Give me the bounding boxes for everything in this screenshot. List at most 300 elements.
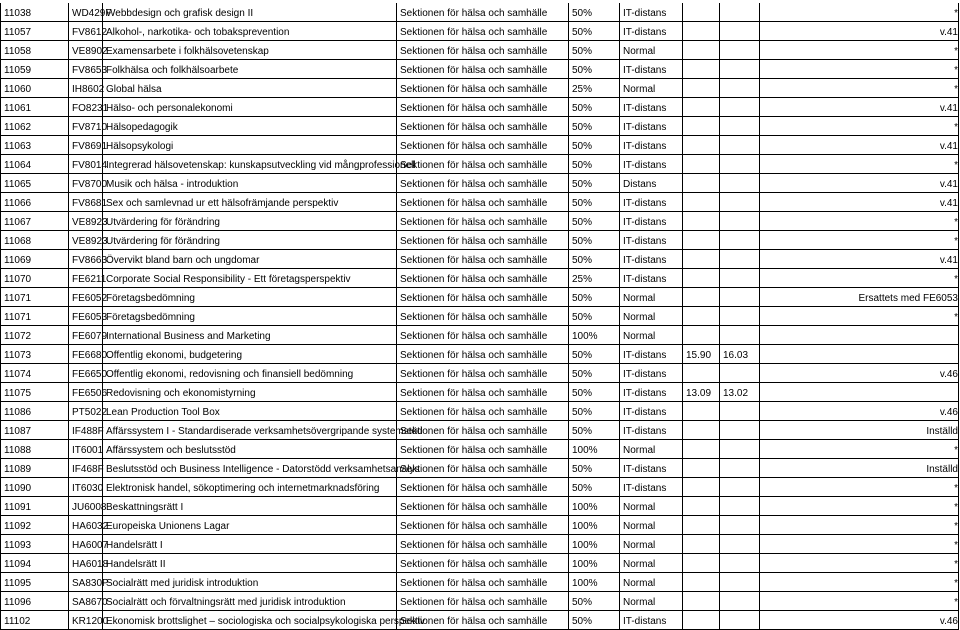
- table-row: [1, 611, 959, 630]
- cell-id: 11063: [1, 136, 69, 155]
- cell-section: Sektionen för hälsa och samhälle: [397, 554, 569, 573]
- table-row: [1, 383, 959, 402]
- cell-code: FV8653: [69, 60, 103, 79]
- cell-section: Sektionen för hälsa och samhälle: [397, 459, 569, 478]
- cell-mode: IT-distans: [620, 364, 683, 383]
- cell-start: 13.09: [683, 383, 720, 402]
- cell-mode: Normal: [620, 573, 683, 592]
- cell-pace: 25%: [569, 79, 620, 98]
- cell-note: *: [760, 497, 959, 516]
- cell-end: 16.03: [720, 345, 760, 364]
- table-row: [1, 269, 959, 288]
- cell-section: Sektionen för hälsa och samhälle: [397, 250, 569, 269]
- cell-section: Sektionen för hälsa och samhälle: [397, 117, 569, 136]
- table-row: [1, 345, 959, 364]
- cell-note: v.41: [760, 174, 959, 193]
- cell-note: *: [760, 41, 959, 60]
- cell-start: [683, 402, 720, 421]
- cell-start: [683, 592, 720, 611]
- cell-end: 13.02: [720, 383, 760, 402]
- cell-course: Folkhälsa och folkhälsoarbete: [103, 60, 397, 79]
- cell-end: [720, 41, 760, 60]
- cell-section: Sektionen för hälsa och samhälle: [397, 60, 569, 79]
- cell-course: Utvärdering för förändring: [103, 231, 397, 250]
- cell-end: [720, 22, 760, 41]
- cell-code: FV8710: [69, 117, 103, 136]
- cell-mode: Distans: [620, 174, 683, 193]
- cell-code: FE6680: [69, 345, 103, 364]
- cell-code: FV8681: [69, 193, 103, 212]
- cell-code: KR1200: [69, 611, 103, 630]
- cell-note: *: [760, 3, 959, 22]
- cell-end: [720, 364, 760, 383]
- cell-course: International Business and Marketing: [103, 326, 397, 345]
- cell-section: Sektionen för hälsa och samhälle: [397, 79, 569, 98]
- cell-pace: 50%: [569, 288, 620, 307]
- cell-note: *: [760, 573, 959, 592]
- cell-end: [720, 212, 760, 231]
- table-row: [1, 136, 959, 155]
- cell-note: *: [760, 554, 959, 573]
- cell-section: Sektionen för hälsa och samhälle: [397, 193, 569, 212]
- cell-course: Hälso- och personalekonomi: [103, 98, 397, 117]
- cell-start: [683, 611, 720, 630]
- cell-id: 11087: [1, 421, 69, 440]
- cell-end: [720, 554, 760, 573]
- cell-id: 11090: [1, 478, 69, 497]
- cell-code: PT5022: [69, 402, 103, 421]
- cell-end: [720, 326, 760, 345]
- table-row: [1, 592, 959, 611]
- table-row: [1, 60, 959, 79]
- cell-code: IF488F: [69, 421, 103, 440]
- cell-start: [683, 231, 720, 250]
- cell-note: Inställd: [760, 421, 959, 440]
- cell-pace: 50%: [569, 212, 620, 231]
- cell-pace: 50%: [569, 459, 620, 478]
- cell-course: Examensarbete i folkhälsovetenskap: [103, 41, 397, 60]
- cell-end: [720, 535, 760, 554]
- cell-start: [683, 3, 720, 22]
- cell-id: 11061: [1, 98, 69, 117]
- cell-course: Europeiska Unionens Lagar: [103, 516, 397, 535]
- cell-end: [720, 117, 760, 136]
- cell-course: Övervikt bland barn och ungdomar: [103, 250, 397, 269]
- cell-course: Beslutsstöd och Business Intelligence - Datorstödd verksamhetsanalys: [103, 459, 397, 478]
- cell-code: WD429F: [69, 3, 103, 22]
- cell-course: Hälsopsykologi: [103, 136, 397, 155]
- cell-section: Sektionen för hälsa och samhälle: [397, 41, 569, 60]
- cell-start: [683, 516, 720, 535]
- table-row: [1, 174, 959, 193]
- cell-start: [683, 60, 720, 79]
- cell-pace: 50%: [569, 231, 620, 250]
- cell-note: v.41: [760, 193, 959, 212]
- cell-code: HA6018: [69, 554, 103, 573]
- cell-mode: IT-distans: [620, 478, 683, 497]
- cell-mode: IT-distans: [620, 269, 683, 288]
- table-row: [1, 250, 959, 269]
- cell-mode: IT-distans: [620, 345, 683, 364]
- cell-note: v.41: [760, 98, 959, 117]
- cell-end: [720, 288, 760, 307]
- cell-mode: IT-distans: [620, 155, 683, 174]
- cell-mode: Normal: [620, 516, 683, 535]
- cell-end: [720, 174, 760, 193]
- cell-id: 11075: [1, 383, 69, 402]
- cell-code: FO8231: [69, 98, 103, 117]
- cell-mode: IT-distans: [620, 60, 683, 79]
- cell-course: Integrerad hälsovetenskap: kunskapsutveckling vid mångprofessionell: [103, 155, 397, 174]
- cell-course: Corporate Social Responsibility - Ett företagsperspektiv: [103, 269, 397, 288]
- cell-code: FE6650: [69, 364, 103, 383]
- cell-id: 11067: [1, 212, 69, 231]
- cell-section: Sektionen för hälsa och samhälle: [397, 288, 569, 307]
- cell-start: [683, 535, 720, 554]
- cell-pace: 50%: [569, 22, 620, 41]
- table-row: [1, 3, 959, 22]
- cell-section: Sektionen för hälsa och samhälle: [397, 478, 569, 497]
- cell-code: SA830P: [69, 573, 103, 592]
- cell-note: [760, 345, 959, 364]
- cell-code: SA8670: [69, 592, 103, 611]
- cell-section: Sektionen för hälsa och samhälle: [397, 421, 569, 440]
- table-row: [1, 535, 959, 554]
- table-row: [1, 193, 959, 212]
- cell-id: 11066: [1, 193, 69, 212]
- cell-pace: 100%: [569, 440, 620, 459]
- cell-section: Sektionen för hälsa och samhälle: [397, 136, 569, 155]
- cell-code: FV8014: [69, 155, 103, 174]
- cell-section: Sektionen för hälsa och samhälle: [397, 155, 569, 174]
- cell-pace: 50%: [569, 117, 620, 136]
- cell-id: 11071: [1, 288, 69, 307]
- cell-id: 11086: [1, 402, 69, 421]
- cell-end: [720, 307, 760, 326]
- cell-end: [720, 269, 760, 288]
- cell-pace: 50%: [569, 478, 620, 497]
- cell-id: 11059: [1, 60, 69, 79]
- cell-mode: Normal: [620, 535, 683, 554]
- table-row: [1, 326, 959, 345]
- cell-code: VE8923: [69, 231, 103, 250]
- cell-pace: 100%: [569, 497, 620, 516]
- cell-section: Sektionen för hälsa och samhälle: [397, 383, 569, 402]
- table-row: [1, 117, 959, 136]
- cell-mode: Normal: [620, 79, 683, 98]
- cell-start: [683, 174, 720, 193]
- cell-pace: 50%: [569, 345, 620, 364]
- cell-id: 11060: [1, 79, 69, 98]
- cell-section: Sektionen för hälsa och samhälle: [397, 535, 569, 554]
- cell-section: Sektionen för hälsa och samhälle: [397, 440, 569, 459]
- table-row: [1, 421, 959, 440]
- cell-end: [720, 573, 760, 592]
- cell-course: Offentlig ekonomi, redovisning och finansiell bedömning: [103, 364, 397, 383]
- cell-pace: 100%: [569, 326, 620, 345]
- cell-pace: 50%: [569, 592, 620, 611]
- cell-code: HA6032: [69, 516, 103, 535]
- cell-end: [720, 611, 760, 630]
- cell-end: [720, 60, 760, 79]
- course-rows: [1, 3, 959, 630]
- cell-id: 11068: [1, 231, 69, 250]
- cell-pace: 100%: [569, 554, 620, 573]
- cell-section: Sektionen för hälsa och samhälle: [397, 269, 569, 288]
- cell-code: HA6007: [69, 535, 103, 554]
- cell-note: Inställd: [760, 459, 959, 478]
- cell-mode: IT-distans: [620, 421, 683, 440]
- cell-mode: Normal: [620, 288, 683, 307]
- cell-course: Socialrätt och förvaltningsrätt med juridisk introduktion: [103, 592, 397, 611]
- cell-section: Sektionen för hälsa och samhälle: [397, 592, 569, 611]
- cell-section: Sektionen för hälsa och samhälle: [397, 345, 569, 364]
- cell-start: [683, 573, 720, 592]
- cell-mode: IT-distans: [620, 250, 683, 269]
- cell-note: *: [760, 440, 959, 459]
- table-row: [1, 41, 959, 60]
- table-row: [1, 155, 959, 174]
- cell-id: 11062: [1, 117, 69, 136]
- cell-start: [683, 440, 720, 459]
- cell-pace: 50%: [569, 60, 620, 79]
- cell-pace: 100%: [569, 573, 620, 592]
- cell-note: [760, 383, 959, 402]
- cell-id: 11070: [1, 269, 69, 288]
- cell-section: Sektionen för hälsa och samhälle: [397, 497, 569, 516]
- cell-code: VE8902: [69, 41, 103, 60]
- cell-end: [720, 440, 760, 459]
- cell-code: IF468F: [69, 459, 103, 478]
- table-row: [1, 459, 959, 478]
- cell-note: *: [760, 307, 959, 326]
- cell-note: v.41: [760, 22, 959, 41]
- cell-section: Sektionen för hälsa och samhälle: [397, 98, 569, 117]
- cell-start: 15.90: [683, 345, 720, 364]
- cell-end: [720, 478, 760, 497]
- cell-start: [683, 136, 720, 155]
- cell-pace: 50%: [569, 174, 620, 193]
- cell-note: v.46: [760, 611, 959, 630]
- cell-course: Global hälsa: [103, 79, 397, 98]
- cell-id: 11073: [1, 345, 69, 364]
- cell-code: FE6079: [69, 326, 103, 345]
- cell-course: Redovisning och ekonomistyrning: [103, 383, 397, 402]
- cell-start: [683, 22, 720, 41]
- cell-pace: 50%: [569, 611, 620, 630]
- cell-mode: Normal: [620, 440, 683, 459]
- cell-code: FV8700: [69, 174, 103, 193]
- cell-id: 11058: [1, 41, 69, 60]
- cell-course: Affärssystem och beslutsstöd: [103, 440, 397, 459]
- cell-code: FV8612: [69, 22, 103, 41]
- cell-mode: Normal: [620, 307, 683, 326]
- cell-course: Webbdesign och grafisk design II: [103, 3, 397, 22]
- cell-start: [683, 364, 720, 383]
- table-row: [1, 516, 959, 535]
- cell-section: Sektionen för hälsa och samhälle: [397, 573, 569, 592]
- cell-note: [760, 326, 959, 345]
- table-row: [1, 212, 959, 231]
- cell-id: 11095: [1, 573, 69, 592]
- cell-pace: 100%: [569, 516, 620, 535]
- cell-id: 11094: [1, 554, 69, 573]
- cell-section: Sektionen för hälsa och samhälle: [397, 326, 569, 345]
- cell-code: FE6506: [69, 383, 103, 402]
- cell-code: FE6052: [69, 288, 103, 307]
- cell-id: 11072: [1, 326, 69, 345]
- cell-pace: 25%: [569, 269, 620, 288]
- cell-start: [683, 117, 720, 136]
- cell-mode: IT-distans: [620, 212, 683, 231]
- cell-code: IT6001: [69, 440, 103, 459]
- cell-course: Ekonomisk brottslighet – sociologiska och socialpsykologiska perspektiv: [103, 611, 397, 630]
- cell-mode: IT-distans: [620, 136, 683, 155]
- course-table: [0, 3, 959, 630]
- cell-pace: 50%: [569, 98, 620, 117]
- cell-section: Sektionen för hälsa och samhälle: [397, 516, 569, 535]
- cell-note: *: [760, 535, 959, 554]
- cell-start: [683, 497, 720, 516]
- table-row: [1, 440, 959, 459]
- cell-pace: 50%: [569, 402, 620, 421]
- table-row: [1, 554, 959, 573]
- cell-note: *: [760, 516, 959, 535]
- cell-pace: 50%: [569, 193, 620, 212]
- cell-start: [683, 41, 720, 60]
- cell-course: Utvärdering för förändring: [103, 212, 397, 231]
- cell-note: *: [760, 155, 959, 174]
- cell-start: [683, 250, 720, 269]
- cell-mode: IT-distans: [620, 611, 683, 630]
- cell-code: IT6030: [69, 478, 103, 497]
- cell-section: Sektionen för hälsa och samhälle: [397, 174, 569, 193]
- cell-code: FE6211: [69, 269, 103, 288]
- cell-code: JU6008: [69, 497, 103, 516]
- cell-pace: 50%: [569, 3, 620, 22]
- cell-section: Sektionen för hälsa och samhälle: [397, 212, 569, 231]
- cell-id: 11038: [1, 3, 69, 22]
- cell-mode: IT-distans: [620, 383, 683, 402]
- table-row: [1, 364, 959, 383]
- cell-id: 11069: [1, 250, 69, 269]
- table-row: [1, 573, 959, 592]
- cell-start: [683, 193, 720, 212]
- cell-end: [720, 231, 760, 250]
- table-row: [1, 98, 959, 117]
- cell-id: 11093: [1, 535, 69, 554]
- cell-course: Handelsrätt II: [103, 554, 397, 573]
- cell-start: [683, 212, 720, 231]
- cell-mode: IT-distans: [620, 402, 683, 421]
- cell-pace: 50%: [569, 136, 620, 155]
- cell-id: 11065: [1, 174, 69, 193]
- cell-pace: 50%: [569, 307, 620, 326]
- cell-mode: IT-distans: [620, 22, 683, 41]
- cell-pace: 50%: [569, 41, 620, 60]
- cell-course: Musik och hälsa - introduktion: [103, 174, 397, 193]
- cell-id: 11074: [1, 364, 69, 383]
- cell-section: Sektionen för hälsa och samhälle: [397, 402, 569, 421]
- cell-id: 11064: [1, 155, 69, 174]
- cell-note: *: [760, 592, 959, 611]
- cell-mode: Normal: [620, 497, 683, 516]
- cell-course: Alkohol-, narkotika- och tobaksprevention: [103, 22, 397, 41]
- cell-note: v.41: [760, 136, 959, 155]
- cell-course: Lean Production Tool Box: [103, 402, 397, 421]
- cell-note: *: [760, 79, 959, 98]
- cell-note: *: [760, 60, 959, 79]
- table-row: [1, 79, 959, 98]
- cell-id: 11057: [1, 22, 69, 41]
- cell-code: IH8602: [69, 79, 103, 98]
- cell-mode: Normal: [620, 554, 683, 573]
- cell-note: v.41: [760, 250, 959, 269]
- cell-pace: 100%: [569, 535, 620, 554]
- cell-code: FV8691: [69, 136, 103, 155]
- cell-pace: 50%: [569, 250, 620, 269]
- cell-mode: Normal: [620, 592, 683, 611]
- table-row: [1, 497, 959, 516]
- cell-start: [683, 307, 720, 326]
- cell-course: Elektronisk handel, sökoptimering och internetmarknadsföring: [103, 478, 397, 497]
- cell-id: 11096: [1, 592, 69, 611]
- cell-course: Företagsbedömning: [103, 288, 397, 307]
- cell-mode: IT-distans: [620, 117, 683, 136]
- cell-id: 11092: [1, 516, 69, 535]
- cell-mode: IT-distans: [620, 193, 683, 212]
- cell-start: [683, 478, 720, 497]
- cell-start: [683, 269, 720, 288]
- cell-end: [720, 402, 760, 421]
- cell-mode: Normal: [620, 41, 683, 60]
- cell-mode: IT-distans: [620, 98, 683, 117]
- cell-note: *: [760, 117, 959, 136]
- cell-note: *: [760, 231, 959, 250]
- cell-end: [720, 497, 760, 516]
- cell-code: VE8923: [69, 212, 103, 231]
- cell-end: [720, 193, 760, 212]
- cell-code: FE6053: [69, 307, 103, 326]
- cell-note: *: [760, 212, 959, 231]
- cell-id: 11088: [1, 440, 69, 459]
- cell-code: FV8663: [69, 250, 103, 269]
- cell-start: [683, 554, 720, 573]
- cell-start: [683, 326, 720, 345]
- cell-start: [683, 288, 720, 307]
- cell-start: [683, 98, 720, 117]
- table-row: [1, 231, 959, 250]
- cell-course: Offentlig ekonomi, budgetering: [103, 345, 397, 364]
- cell-section: Sektionen för hälsa och samhälle: [397, 231, 569, 250]
- cell-course: Beskattningsrätt I: [103, 497, 397, 516]
- cell-course: Socialrätt med juridisk introduktion: [103, 573, 397, 592]
- cell-mode: IT-distans: [620, 459, 683, 478]
- cell-course: Sex och samlevnad ur ett hälsofrämjande perspektiv: [103, 193, 397, 212]
- cell-end: [720, 250, 760, 269]
- table-row: [1, 402, 959, 421]
- cell-note: Ersattets med FE6053: [760, 288, 959, 307]
- table-row: [1, 288, 959, 307]
- cell-id: 11091: [1, 497, 69, 516]
- cell-note: *: [760, 269, 959, 288]
- cell-end: [720, 98, 760, 117]
- cell-end: [720, 79, 760, 98]
- cell-pace: 50%: [569, 155, 620, 174]
- cell-id: 11102: [1, 611, 69, 630]
- cell-end: [720, 155, 760, 174]
- cell-section: Sektionen för hälsa och samhälle: [397, 3, 569, 22]
